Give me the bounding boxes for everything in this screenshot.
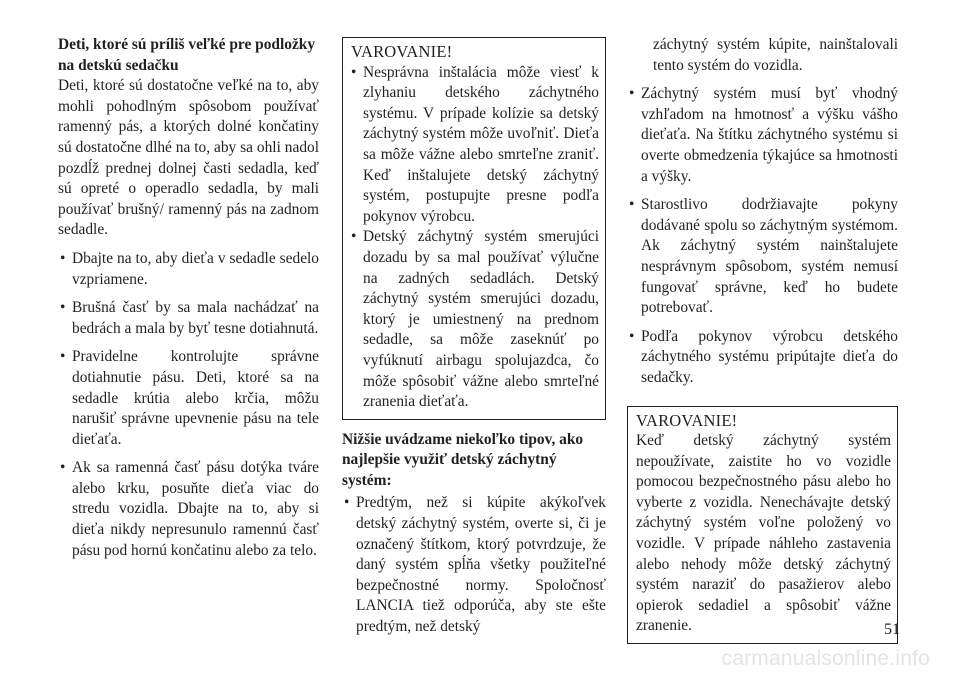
warning-title: VAROVANIE!	[351, 42, 453, 61]
list-item: • Nesprávna inštalácia môže viesť k zlyhaniu detského záchytného systému. V prípade kolízie sa detský záchytný systém môže uvoľniť. Dieťa sa môže vážne alebo smrteľne zraniť. Keď inštalujete detský záchytný systém, postupujte presne podľa pokynov výrobcu.	[351, 63, 599, 228]
column-right	[627, 35, 898, 644]
column-middle	[342, 35, 606, 638]
warning-list	[351, 63, 599, 413]
tips-list	[342, 493, 606, 637]
warning-box-installation	[342, 37, 606, 420]
list-item: • Pravidelne kontrolujte správne dotiahnutie pásu. Deti, ktoré sa na sedadle krútia alebo krčia, môžu narušiť správne upevnenie pásu na tele dieťaťa.	[58, 347, 319, 450]
list-item: • Predtým, než si kúpite akýkoľvek detský záchytný systém, overte si, či je označený štítkom, ktorý potvrdzuje, že daný systém spĺňa všetky použiteľné bezpečnostné normy. Spoločnosť LANCIA tiež odporúča, aby ste ešte predtým, než detský	[342, 493, 606, 637]
intro-paragraph: Deti, ktoré sú dostatočne veľké na to, aby mohli pohodlným spôsobom používať ramenný pás, a ktorých dolné končatiny sú dostatočne dlhé na to, aby sa ohli nadol pozdĺž prednej dolnej časti sedadla, keď sú opreté o operadlo sedadla, by mali používať brušný/ ramenný pás na zadnom sedadle.	[58, 77, 319, 239]
warning-title: VAROVANIE!	[636, 410, 738, 430]
tips-list-continued	[627, 35, 898, 389]
list-item: • Starostlivo dodržiavajte pokyny dodávané spolu so záchytným systémom. Ak záchytný systém nainštalujete nesprávnym spôsobom, systém nemusí fungovať správne, keď ho budete potrebovať.	[627, 195, 898, 319]
column-left	[58, 35, 319, 561]
list-item: • Ak sa ramenná časť pásu dotýka tváre alebo krku, posuňte dieťa viac do stredu vozidla. Dbajte na to, aby si dieťa nikdy nepresunulo ramennú časť pásu pod hornú končatinu alebo za telo.	[58, 458, 319, 561]
page-number: 51	[884, 621, 900, 638]
watermark: carmanualsonline.info	[721, 647, 930, 670]
section-heading: Deti, ktoré sú príliš veľké pre podložky na detskú sedačku	[58, 36, 316, 74]
list-item: • Záchytný systém musí byť vhodný vzhľadom na hmotnosť a výšku vášho dieťaťa. Na štítku záchytného systému si overte obmedzenia týkajúce sa hmotnosti a výšky.	[627, 84, 898, 187]
list-item-continuation: záchytný systém kúpite, nainštalovali tento systém do vozidla.	[653, 36, 898, 74]
seatbelt-tips-list	[58, 249, 319, 561]
warning-box-storage	[627, 406, 898, 645]
list-item: • Brušná časť by sa mala nachádzať na bedrách a mala by byť tesne dotiahnutá.	[58, 298, 319, 339]
warning-text: Keď detský záchytný systém nepoužívate, zaistite ho vo vozidle pomocou bezpečnostného pásu alebo ho vyberte z vozidla. Nenechávajte detský záchytný systém voľne položený vo vozidle. V prípade náhleho zastavenia alebo nehody môže detský záchytný systém naraziť do pasažierov alebo opierok sedadiel a spôsobiť vážne zranenie.	[636, 432, 891, 635]
list-item: • Podľa pokynov výrobcu detského záchytného systému pripútajte dieťa do sedačky.	[627, 327, 898, 389]
tips-heading: Nižšie uvádzame niekoľko tipov, ako najlepšie využiť detský záchytný systém:	[342, 430, 584, 489]
list-item: • Dbajte na to, aby dieťa v sedadle sedelo vzpriamene.	[58, 249, 319, 290]
list-item: • Detský záchytný systém smerujúci dozadu by sa mal používať výlučne na zadných sedadlách. Detský záchytný systém smerujúci dozadu, ktorý je umiestnený na prednom sedadle, sa môže zaseknúť po vyfúknutí airbagu spolujazdca, čo môže spôsobiť vážne alebo smrteľné zranenia dieťaťa.	[351, 227, 599, 412]
